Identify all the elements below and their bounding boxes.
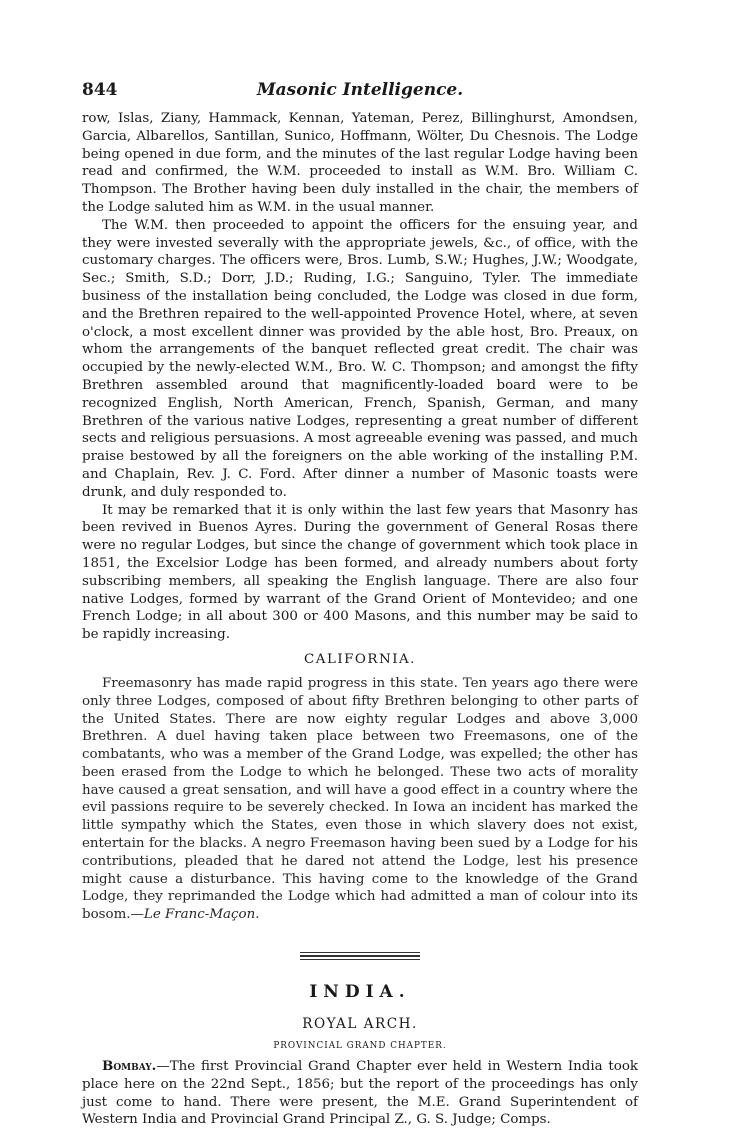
california-paragraph (82, 675, 638, 924)
buenos-ayres-paragraph-2: The W.M. then proceeded to appoint the officers for the ensuing year, and they were invested severally with the appropriate jewels, &c., of office, with the customary charges. The officers were, Bros. Lumb, S.W.; Hughes, J.W.; Woodgate, Sec.; Smith, S.D.; Dorr, J.D.; Ruding, I.G.; Sanguino, Tyler. The immediate business of the installation being concluded, the Lodge was closed in due form, and the Brethren repaired to the well-appointed Provence Hotel, where, at seven o'clock, a most excellent dinner was provided by the able host, Bro. Preaux, on whom the arrangements of the banquet reflected great credit. The chair was occupied by the newly-elected W.M., Bro. W. C. Thompson; and amongst the fifty Brethren assembled around that magnificently-loaded board were to be recognized English, North American, French, Spanish, German, and many Brethren of the various native Lodges, representing a great number of different sects and religious persuasions. A most agreeable evening was passed, and much praise bestowed by all the foreigners on the able working of the installing P.M. and Chaplain, Rev. J. C. Ford. After dinner a number of Masonic toasts were drunk, and duly responded to. (82, 217, 638, 500)
section-divider (300, 952, 420, 960)
buenos-ayres-paragraph-3: It may be remarked that it is only within the last few years that Masonry has been revived in Buenos Ayres. During the government of General Rosas there were no regular Lodges, but since the change of government which took place in 1851, the Excelsior Lodge has been formed, and already numbers about forty subscribing members, all speaking the English language. There are also four native Lodges, formed by warrant of the Grand Orient of Montevideo; and one French Lodge; in all about 300 or 400 Masons, and this number may be said to be rapidly increasing. (82, 502, 638, 643)
running-title: Masonic Intelligence. (256, 80, 464, 100)
india-heading: INDIA. (309, 982, 411, 1003)
california-paragraph-text: Freemasonry has made rapid progress in this state. Ten years ago there were only three Lodges, composed of about fifty Brethren belonging to other parts of the United States. There are now eighty regular Lodges and above 3,000 Brethren. A duel having taken place between two Freemasons, one of the combatants, who was a member of the Grand Lodge, was expelled; the other has been erased from the Lodge to which he belonged. These two acts of morality have caused a great sensation, and will have a good effect in a country where the evil passions require to be severely checked. In Iowa an incident has marked the little sympathy which the States, even those in which slavery does not exist, entertain for the blacks. A negro Freemason having been sued by a Lodge for his contributions, pleaded that he dared not attend the Lodge, lest his presence might cause a disturbance. This having come to the knowledge of the Grand Lodge, they reprimanded the Lodge which had admitted a man of colour into its bosom.— (82, 675, 638, 923)
bombay-lead: Bombay. (102, 1058, 157, 1075)
divider-rule-top (300, 952, 420, 953)
page-number: 844 (82, 80, 118, 100)
provincial-grand-chapter-heading: PROVINCIAL GRAND CHAPTER. (273, 1041, 447, 1052)
running-head (82, 80, 638, 104)
california-source: Le Franc-Maçon. (143, 907, 260, 923)
divider-rule-middle (300, 955, 420, 957)
california-heading: CALIFORNIA. (304, 651, 416, 667)
bombay-paragraph-text: —The first Provincial Grand Chapter ever held in Western India took place here on the 22nd Sept., 1856; but the report of the proceedings has only just come to hand. There were present, the M.E. Grand Superintendent of Western India and Provincial Grand Principal Z., G. S. Judge; Comps. (82, 1059, 638, 1128)
royal-arch-heading: ROYAL ARCH. (302, 1016, 418, 1033)
buenos-ayres-paragraph-1: row, Islas, Ziany, Hammack, Kennan, Yateman, Perez, Billinghurst, Amondsen, Garcia, Albarellos, Santillan, Sunico, Hoffmann, Wölter, Du Chesnois. The Lodge being opened in due form, and the minutes of the last regular Lodge having been read and confirmed, the W.M. proceeded to install as W.M. Bro. William C. Thompson. The Brother having been duly installed in the chair, the members of the Lodge saluted him as W.M. in the usual manner. (82, 111, 638, 215)
bombay-paragraph (82, 1058, 638, 1129)
page (82, 80, 638, 1129)
divider-rule-bottom (300, 959, 420, 960)
